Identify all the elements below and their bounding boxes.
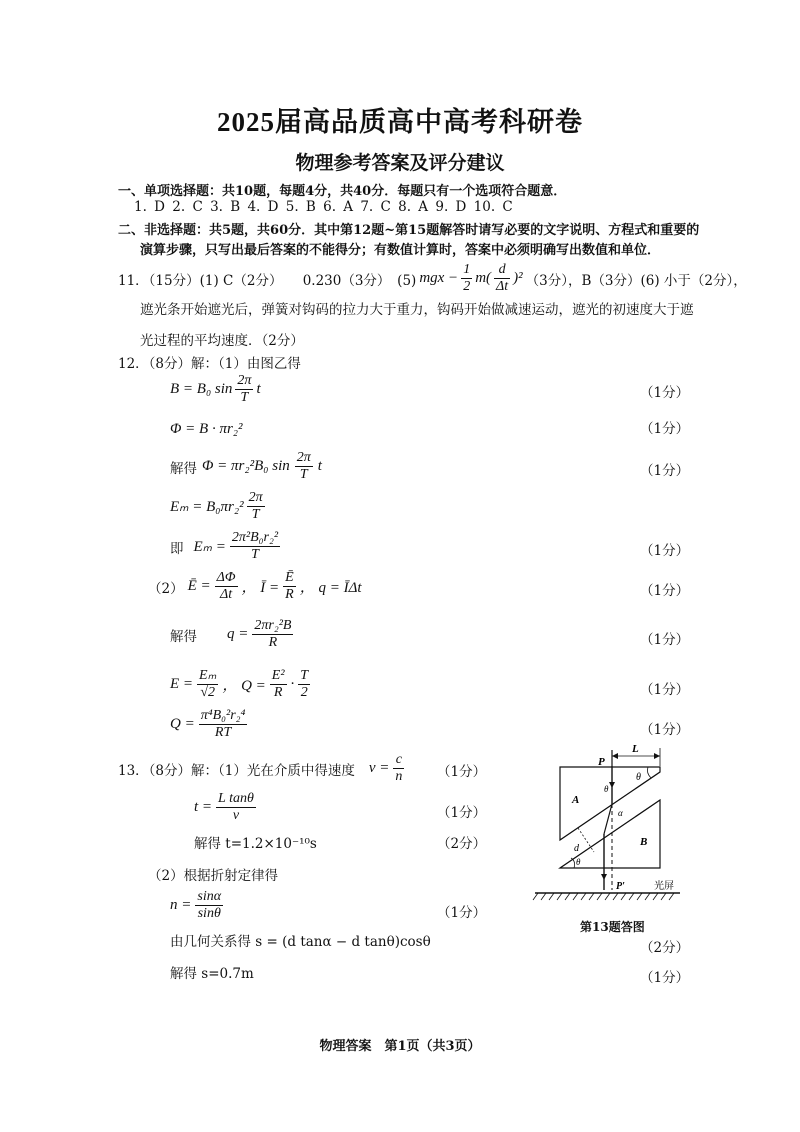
- section2-heading-line2: 演算步骤，只写出最后答案的不能得分；有数值计算时，答案中必须明确写出数值和单位．: [140, 243, 661, 258]
- label-theta-top: θ: [636, 772, 641, 783]
- d-dim-line: [578, 828, 594, 852]
- q12-eq7-frac: [252, 618, 293, 651]
- q12-eq6b-den: R: [285, 587, 294, 603]
- q12-eq5: [170, 530, 280, 563]
- q13-score3: （2分）: [437, 836, 487, 852]
- q12-eq7: [170, 618, 293, 651]
- q12-eq8a-frac: [197, 668, 218, 701]
- section1-heading: 一、单项选择题：共10题，每题4分，共40分．每题只有一个选项符合题意．: [118, 184, 567, 199]
- q13-eq4-text: n =: [170, 897, 192, 914]
- q12-eq8: [170, 668, 310, 701]
- q12-part2-prefix: （2）: [148, 580, 184, 597]
- section1-answers: 1. D 2. C 3. B 4. D 5. B 6. A 7. C 8. A 9. D 10. C: [134, 199, 513, 215]
- q12-eq4-frac: [247, 490, 265, 523]
- q12-eq5-den: T: [251, 547, 259, 563]
- q13-eq5: 由几何关系得 s = (d tanα − d tanθ)cosθ: [170, 934, 431, 950]
- q13-eq6: 解得 s=0.7m: [170, 966, 254, 982]
- q13-eq4-frac: [195, 889, 223, 922]
- label-Pprime: P′: [616, 881, 625, 892]
- q12-eq3-den: T: [299, 467, 308, 483]
- q12-score8: （1分）: [640, 722, 690, 738]
- q11-frac2-den: Δt: [496, 279, 509, 295]
- ray-arrow-2: [601, 874, 607, 880]
- L-arrow-left: [612, 753, 618, 759]
- q12-score2: （1分）: [640, 421, 690, 437]
- q11-line1: [118, 262, 747, 295]
- q12-eq6a-den: Δt: [220, 587, 233, 603]
- q12-eq4: [170, 490, 265, 523]
- q13-intro: 13．（8分）解：（1）光在介质中得速度: [118, 762, 355, 779]
- q11-frac1: [461, 262, 472, 295]
- q11-frac2: [494, 262, 510, 295]
- q12-eq7-text: q =: [227, 626, 249, 643]
- q13-eq4-num: sinα: [195, 889, 223, 906]
- q11-line1-a: 11．（15分）(1) C（2分） 0.230（3分） (5): [118, 272, 417, 289]
- q11-expr-a: mgx −: [419, 270, 459, 287]
- q13-eq2-den: v: [232, 808, 240, 824]
- q11-frac1-den: 2: [463, 279, 471, 295]
- q12-eq7-den: R: [268, 635, 278, 651]
- q12-eq9-frac: [199, 708, 248, 741]
- q12-eq8b-frac: [270, 668, 287, 701]
- label-B: B: [640, 836, 648, 848]
- q12-eq3-prefix: 解得: [170, 460, 197, 477]
- q13-eq3: 解得 t=1.2×10⁻¹⁰s: [194, 836, 317, 852]
- q12-eq5-frac: [230, 530, 280, 563]
- q12-eq1-den: T: [240, 390, 249, 406]
- ray-arrow-1: [609, 782, 615, 788]
- q12-intro: 12．（8分）解：（1）由图乙得: [118, 356, 301, 372]
- q13-eq2-text: t =: [194, 799, 213, 816]
- q12-eq3-text: Φ = πr₂²B₀ sin: [202, 458, 290, 475]
- q12-eq8a: E =: [170, 676, 194, 693]
- q12-eq6b: ， Ī =: [241, 580, 280, 597]
- q12-eq8a-den: √2: [200, 685, 216, 701]
- q13-score1: （1分）: [437, 764, 487, 780]
- label-L: L: [632, 743, 639, 755]
- q12-eq3-num: 2π: [295, 450, 313, 467]
- q12-eq4-num: 2π: [247, 490, 265, 507]
- q13-score5: （2分）: [640, 940, 690, 956]
- q12-eq8b-num: E²: [270, 668, 287, 685]
- q12-score6: （1分）: [640, 632, 690, 648]
- q11-expr-b: m(: [475, 270, 492, 287]
- q12-eq3-frac: [295, 450, 313, 483]
- q12-eq1-tail: t: [256, 381, 261, 398]
- q13-eq1-text: v =: [368, 760, 390, 777]
- label-P: P: [598, 756, 605, 768]
- q12-eq2: Φ = B · πr₂²: [170, 421, 243, 437]
- q11-line2: 遮光条开始遮光后，弹簧对钩码的拉力大于重力，钩码开始做减速运动，遮光的初速度大于遮: [140, 302, 694, 318]
- q13-eq1-frac: [393, 752, 404, 785]
- q13-figure-caption: 第13题答图: [580, 920, 645, 934]
- q13-figure: [530, 740, 690, 920]
- q12-eq6c: ， q = ĪΔt: [299, 580, 362, 597]
- q13-eq2-num: L tanθ: [216, 791, 256, 808]
- theta-arc-top: [647, 767, 651, 778]
- q13-score2: （1分）: [437, 805, 487, 821]
- section2-heading-line1: 二、非选择题：共5题，共60分．其中第12题~第15题解答时请写必要的文字说明、方程式和重要的: [118, 223, 700, 238]
- q12-eq8b: ， Q =: [222, 678, 266, 695]
- q12-eq8a-num: Eₘ: [197, 668, 218, 685]
- q12-eq5-text: Eₘ =: [193, 539, 226, 556]
- q12-score3: （1分）: [640, 463, 690, 479]
- q12-eq8c-frac: [298, 668, 310, 701]
- page-footer: 物理答案 第1页（共3页）: [319, 1039, 481, 1054]
- q11-frac2-num: d: [494, 262, 510, 279]
- q12-eq6a-frac: [215, 570, 238, 603]
- q12-eq8c-den: 2: [300, 685, 308, 701]
- q13-score4: （1分）: [437, 905, 487, 921]
- q13-eq1-den: n: [395, 769, 403, 785]
- q12-eq4-den: T: [251, 507, 260, 523]
- q12-eq1: [170, 373, 261, 406]
- q13-intro-row: [118, 752, 404, 785]
- page-title: 2025届高品质高中高考科研卷: [217, 107, 583, 137]
- q12-eq8c: ·: [290, 676, 295, 693]
- q13-score6: （1分）: [640, 970, 690, 986]
- q12-eq6a: Ē =: [187, 578, 211, 595]
- q13-eq2: [194, 791, 256, 824]
- q12-eq7-num: 2πr₂²B: [252, 618, 293, 635]
- q12-eq6b-num: Ē: [283, 570, 296, 587]
- q11-line1-b: （3分），B（3分）(6) 小于（2分），: [525, 272, 747, 289]
- label-screen: 光屏: [654, 881, 674, 892]
- q12-eq1-frac: [235, 373, 253, 406]
- label-alpha: α: [618, 808, 623, 818]
- q12-eq5-num: 2π²B₀r₂²: [230, 530, 280, 547]
- q12-score4: （1分）: [640, 543, 690, 559]
- q13-eq1-num: c: [393, 752, 404, 769]
- q12-eq7-prefix: 解得: [170, 628, 197, 645]
- q12-eq9: [170, 708, 247, 741]
- q12-eq3-tail: t: [317, 458, 322, 475]
- q12-score1: （1分）: [640, 385, 690, 401]
- q12-eq1-text: B = B₀ sin: [170, 381, 233, 398]
- label-theta-mid: θ: [604, 784, 609, 794]
- q12-eq9-text: Q =: [170, 716, 195, 733]
- q13-eq4-den: sinθ: [197, 906, 221, 922]
- q12-eq4-text: Eₘ = B₀πr₂²: [170, 499, 244, 516]
- q13-eq2-frac: [216, 791, 256, 824]
- page-subtitle: 物理参考答案及评分建议: [295, 152, 505, 174]
- q12-score5: （1分）: [640, 583, 690, 599]
- q12-eq5-prefix: 即: [170, 540, 184, 557]
- q13-part2: （2）根据折射定律得: [148, 868, 279, 884]
- q11-expr-c: )²: [513, 270, 523, 287]
- q12-eq6: [148, 570, 362, 603]
- screen-hatch: [533, 893, 674, 900]
- q13-eq4: [170, 889, 223, 922]
- q12-score7: （1分）: [640, 682, 690, 698]
- q12-eq1-num: 2π: [235, 373, 253, 390]
- q12-eq8c-num: T: [298, 668, 310, 685]
- q12-eq9-den: RT: [214, 725, 232, 741]
- q12-eq9-num: π⁴B₀²r₂⁴: [199, 708, 248, 725]
- q11-frac1-num: 1: [461, 262, 472, 279]
- q11-line3: 光过程的平均速度．（2分）: [140, 333, 304, 349]
- label-theta-bottom: θ: [576, 857, 581, 867]
- q12-eq6b-frac: [283, 570, 296, 603]
- label-A: A: [572, 794, 580, 806]
- q12-eq8b-den: R: [273, 685, 283, 701]
- q12-eq3: [170, 450, 322, 483]
- label-d: d: [574, 843, 579, 854]
- ray-in-gap: [604, 804, 612, 834]
- L-arrow-right: [654, 753, 660, 759]
- q12-eq6a-num: ΔΦ: [215, 570, 238, 587]
